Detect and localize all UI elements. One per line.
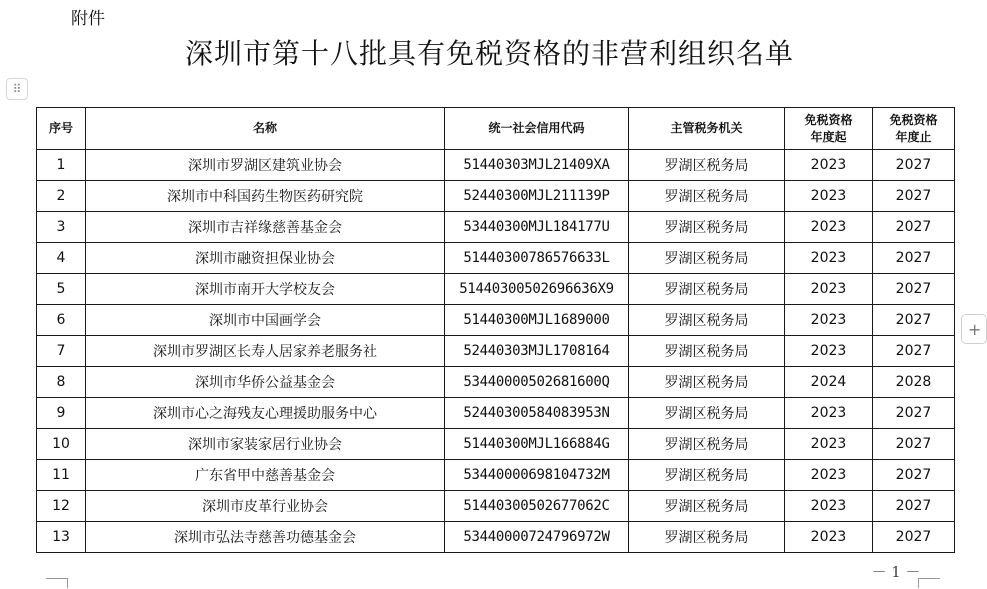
table-row bbox=[37, 460, 955, 491]
table-row bbox=[37, 429, 955, 460]
cell-seq: 1 bbox=[37, 150, 86, 181]
header-end-line2: 年度止 bbox=[895, 129, 932, 144]
table-row bbox=[37, 336, 955, 367]
cell-name: 深圳市南开大学校友会 bbox=[86, 274, 445, 305]
cell-code: 51440300786576633L bbox=[445, 243, 629, 274]
attachment-label: 附件 bbox=[71, 9, 105, 29]
cell-seq: 2 bbox=[37, 181, 86, 212]
cell-authority: 罗湖区税务局 bbox=[629, 367, 785, 398]
cell-end-year: 2027 bbox=[873, 460, 955, 491]
cell-start-year: 2023 bbox=[785, 522, 873, 553]
drag-handle-icon[interactable]: ⠿ bbox=[6, 78, 28, 100]
table-row bbox=[37, 150, 955, 181]
cell-name: 深圳市皮革行业协会 bbox=[86, 491, 445, 522]
cell-code: 52440300MJL211139P bbox=[445, 181, 629, 212]
cell-code: 51440300502696636X9 bbox=[445, 274, 629, 305]
page-number: － 1 － bbox=[871, 563, 921, 581]
header-end-line1: 免税资格 bbox=[889, 112, 938, 127]
cell-code: 51440300MJL166884G bbox=[445, 429, 629, 460]
cell-start-year: 2023 bbox=[785, 243, 873, 274]
cell-authority: 罗湖区税务局 bbox=[629, 336, 785, 367]
cell-code: 53440000724796972W bbox=[445, 522, 629, 553]
table-row bbox=[37, 181, 955, 212]
organization-table bbox=[36, 107, 955, 553]
cell-authority: 罗湖区税务局 bbox=[629, 181, 785, 212]
cell-code: 53440000698104732M bbox=[445, 460, 629, 491]
cell-authority: 罗湖区税务局 bbox=[629, 243, 785, 274]
cell-end-year: 2027 bbox=[873, 305, 955, 336]
cell-name: 深圳市中国画学会 bbox=[86, 305, 445, 336]
cell-end-year: 2027 bbox=[873, 398, 955, 429]
cell-authority: 罗湖区税务局 bbox=[629, 429, 785, 460]
cell-start-year: 2023 bbox=[785, 491, 873, 522]
cell-code: 51440303MJL21409XA bbox=[445, 150, 629, 181]
header-authority: 主管税务机关 bbox=[629, 108, 785, 150]
cell-seq: 11 bbox=[37, 460, 86, 491]
cell-seq: 6 bbox=[37, 305, 86, 336]
cell-start-year: 2023 bbox=[785, 181, 873, 212]
cell-end-year: 2027 bbox=[873, 491, 955, 522]
header-start-year bbox=[785, 108, 873, 150]
table-header-row bbox=[37, 108, 955, 150]
cell-end-year: 2027 bbox=[873, 212, 955, 243]
cell-seq: 12 bbox=[37, 491, 86, 522]
cell-authority: 罗湖区税务局 bbox=[629, 398, 785, 429]
cell-authority: 罗湖区税务局 bbox=[629, 274, 785, 305]
cell-name: 深圳市弘法寺慈善功德基金会 bbox=[86, 522, 445, 553]
cell-name: 深圳市罗湖区长寿人居家养老服务社 bbox=[86, 336, 445, 367]
table-row bbox=[37, 305, 955, 336]
table-row bbox=[37, 274, 955, 305]
cell-end-year: 2027 bbox=[873, 243, 955, 274]
cell-code: 53440000502681600Q bbox=[445, 367, 629, 398]
header-start-line1: 免税资格 bbox=[804, 112, 853, 127]
cell-end-year: 2027 bbox=[873, 522, 955, 553]
cell-seq: 8 bbox=[37, 367, 86, 398]
cell-start-year: 2023 bbox=[785, 398, 873, 429]
table-row bbox=[37, 522, 955, 553]
document-title: 深圳市第十八批具有免税资格的非营利组织名单 bbox=[184, 37, 794, 70]
cell-name: 深圳市吉祥缘慈善基金会 bbox=[86, 212, 445, 243]
cell-seq: 13 bbox=[37, 522, 86, 553]
cell-code: 51440300502677062C bbox=[445, 491, 629, 522]
table-row bbox=[37, 243, 955, 274]
header-seq: 序号 bbox=[37, 108, 86, 150]
cell-end-year: 2027 bbox=[873, 336, 955, 367]
cell-start-year: 2023 bbox=[785, 150, 873, 181]
cell-authority: 罗湖区税务局 bbox=[629, 460, 785, 491]
cell-end-year: 2027 bbox=[873, 274, 955, 305]
table-row bbox=[37, 367, 955, 398]
header-name: 名称 bbox=[86, 108, 445, 150]
cell-end-year: 2027 bbox=[873, 181, 955, 212]
cell-start-year: 2024 bbox=[785, 367, 873, 398]
cell-seq: 3 bbox=[37, 212, 86, 243]
cell-name: 深圳市家装家居行业协会 bbox=[86, 429, 445, 460]
cell-name: 深圳市中科国药生物医药研究院 bbox=[86, 181, 445, 212]
cell-authority: 罗湖区税务局 bbox=[629, 150, 785, 181]
cell-name: 深圳市融资担保业协会 bbox=[86, 243, 445, 274]
table-row bbox=[37, 491, 955, 522]
cell-seq: 10 bbox=[37, 429, 86, 460]
cell-start-year: 2023 bbox=[785, 274, 873, 305]
page-corner-mark-left bbox=[46, 578, 68, 588]
cell-end-year: 2027 bbox=[873, 150, 955, 181]
cell-start-year: 2023 bbox=[785, 212, 873, 243]
cell-end-year: 2027 bbox=[873, 429, 955, 460]
cell-code: 52440303MJL1708164 bbox=[445, 336, 629, 367]
cell-start-year: 2023 bbox=[785, 305, 873, 336]
cell-name: 广东省甲中慈善基金会 bbox=[86, 460, 445, 491]
header-code: 统一社会信用代码 bbox=[445, 108, 629, 150]
cell-start-year: 2023 bbox=[785, 429, 873, 460]
cell-seq: 9 bbox=[37, 398, 86, 429]
cell-name: 深圳市罗湖区建筑业协会 bbox=[86, 150, 445, 181]
cell-start-year: 2023 bbox=[785, 336, 873, 367]
cell-code: 51440300MJL1689000 bbox=[445, 305, 629, 336]
cell-name: 深圳市心之海残友心理援助服务中心 bbox=[86, 398, 445, 429]
cell-code: 52440300584083953N bbox=[445, 398, 629, 429]
plus-icon[interactable]: + bbox=[961, 314, 987, 344]
cell-authority: 罗湖区税务局 bbox=[629, 491, 785, 522]
cell-seq: 5 bbox=[37, 274, 86, 305]
cell-authority: 罗湖区税务局 bbox=[629, 522, 785, 553]
cell-end-year: 2028 bbox=[873, 367, 955, 398]
table-row bbox=[37, 398, 955, 429]
cell-start-year: 2023 bbox=[785, 460, 873, 491]
cell-name: 深圳市华侨公益基金会 bbox=[86, 367, 445, 398]
table-row bbox=[37, 212, 955, 243]
cell-code: 53440300MJL184177U bbox=[445, 212, 629, 243]
cell-seq: 4 bbox=[37, 243, 86, 274]
cell-authority: 罗湖区税务局 bbox=[629, 305, 785, 336]
cell-authority: 罗湖区税务局 bbox=[629, 212, 785, 243]
header-start-line2: 年度起 bbox=[810, 129, 847, 144]
header-end-year bbox=[873, 108, 955, 150]
cell-seq: 7 bbox=[37, 336, 86, 367]
